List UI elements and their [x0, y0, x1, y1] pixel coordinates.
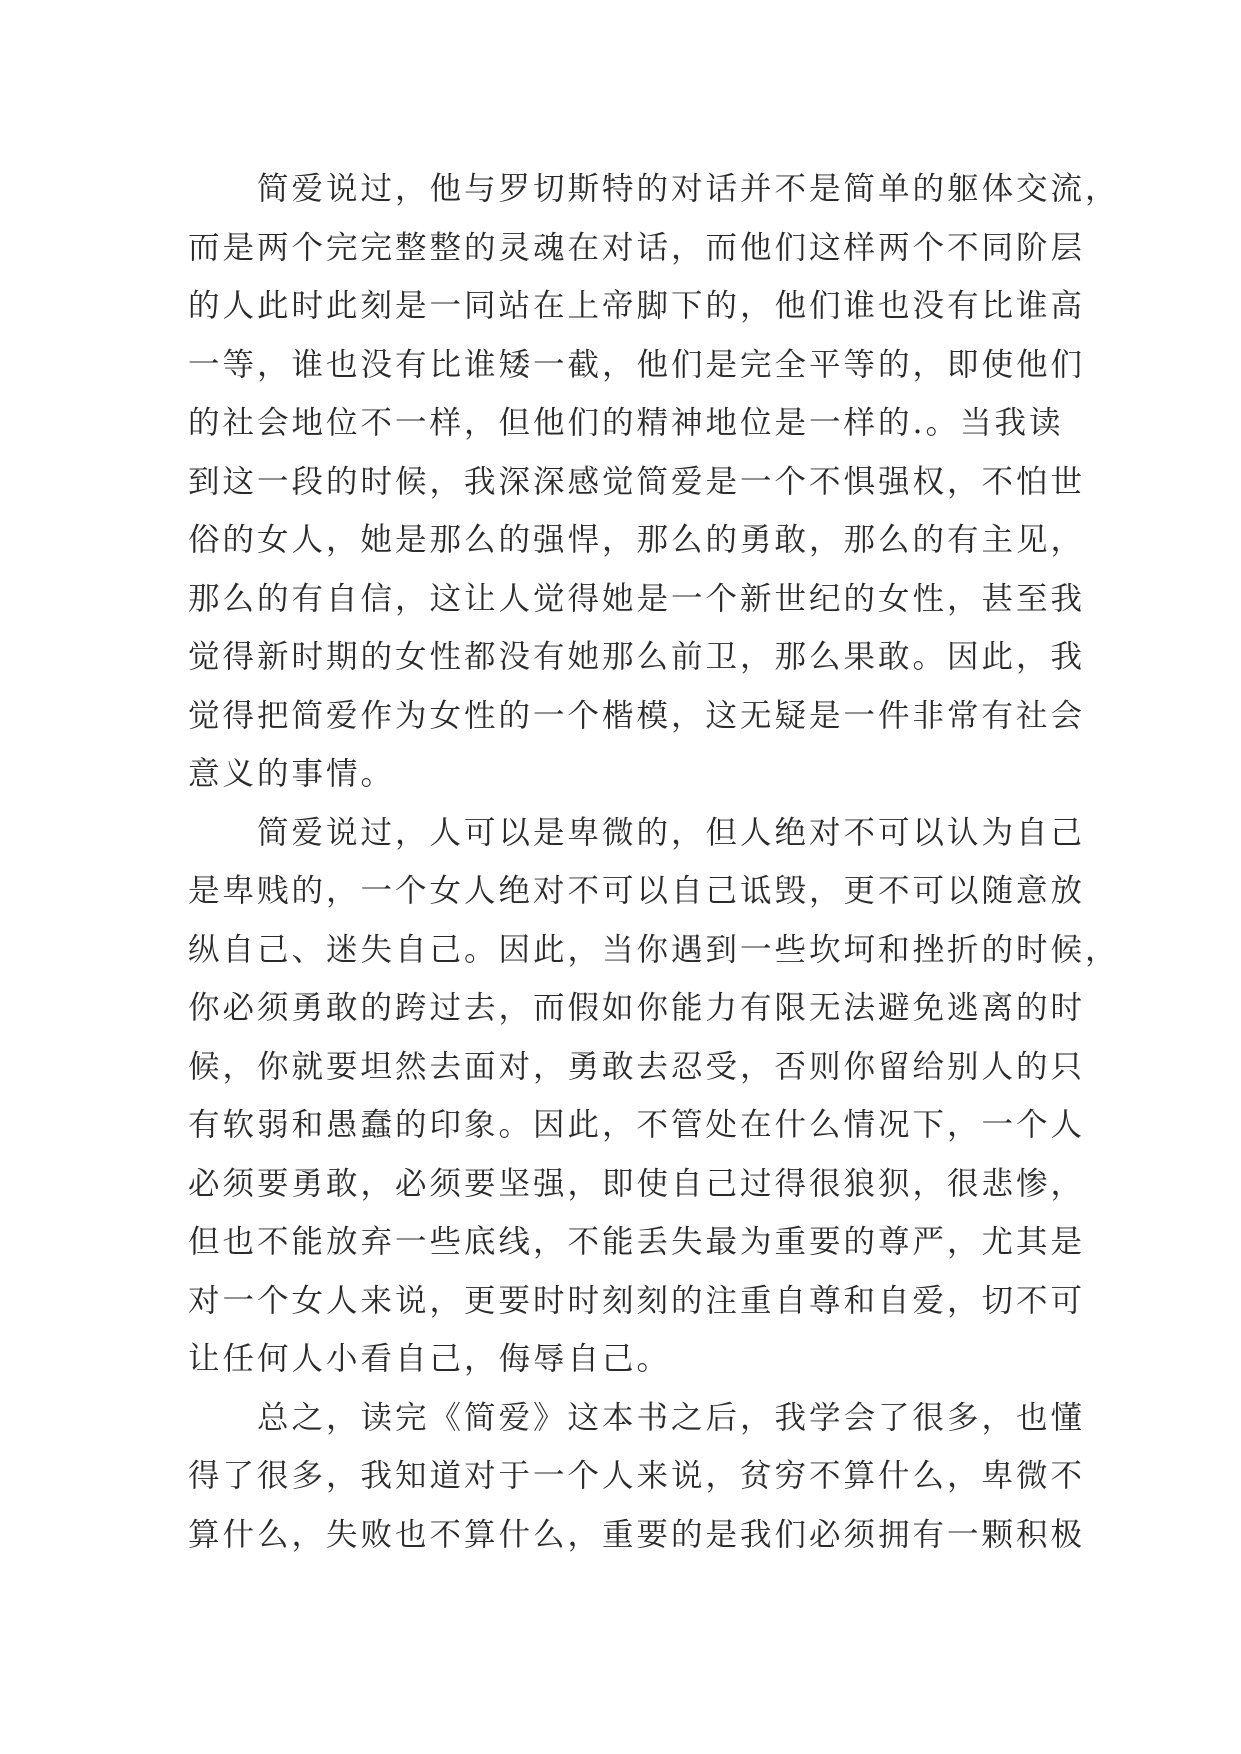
- text-line: 有软弱和愚蠢的印象。因此，不管处在什么情况下，一个人: [188, 1107, 1086, 1143]
- text-line: 但也不能放弃一些底线，不能丢失最为重要的尊严，尤其是: [188, 1224, 1086, 1260]
- paragraph-1: [188, 160, 1120, 804]
- paragraph-2: [188, 804, 1120, 1389]
- text-line: 必须要勇敢，必须要坚强，即使自己过得很狼狈，很悲惨，: [188, 1165, 1086, 1202]
- document-body: [188, 160, 1120, 1564]
- text-line: 对一个女人来说，更要时时刻刻的注重自尊和自爱，切不可: [188, 1282, 1086, 1319]
- text-line: 候，你就要坦然去面对，勇敢去忍受，否则你留给别人的只: [188, 1048, 1086, 1085]
- text-line: 一等，谁也没有比谁矮一截，他们是完全平等的，即使他们: [188, 346, 1086, 383]
- text-line: 得了很多，我知道对于一个人来说，贫穷不算什么，卑微不: [188, 1458, 1086, 1494]
- text-line: 俗的女人，她是那么的强悍，那么的勇敢，那么的有主见，: [188, 522, 1086, 558]
- text-line: 让任何人小看自己，侮辱自己。: [188, 1341, 672, 1377]
- text-line: 的社会地位不一样，但他们的精神地位是一样的.。当我读: [188, 405, 1064, 441]
- text-line: 觉得新时期的女性都没有她那么前卫，那么果敢。因此，我: [188, 639, 1086, 675]
- text-line: 算什么，失败也不算什么，重要的是我们必须拥有一颗积极: [188, 1516, 1086, 1553]
- text-line: 那么的有自信，这让人觉得她是一个新世纪的女性，甚至我: [188, 580, 1086, 617]
- text-line: 简爱说过，人可以是卑微的，但人绝对不可以认为自己: [188, 814, 1086, 851]
- text-line: 到这一段的时候，我深深感觉简爱是一个不惧强权，不怕世: [188, 463, 1086, 500]
- text-line: 简爱说过，他与罗切斯特的对话并不是简单的躯体交流，: [188, 171, 1120, 207]
- text-line: 是卑贱的，一个女人绝对不可以自己诋毁，更不可以随意放: [188, 873, 1086, 909]
- text-line: 觉得把简爱作为女性的一个楷模，这无疑是一件非常有社会: [188, 697, 1086, 734]
- text-line: 总之，读完《简爱》这本书之后，我学会了很多，也懂: [188, 1399, 1086, 1436]
- text-line: 纵自己、迷失自己。因此，当你遇到一些坎坷和挫折的时候，: [188, 931, 1120, 968]
- paragraph-3: [188, 1389, 1086, 1565]
- text-line: 你必须勇敢的跨过去，而假如你能力有限无法避免逃离的时: [188, 990, 1086, 1026]
- text-line: 而是两个完完整整的灵魂在对话，而他们这样两个不同阶层: [188, 229, 1086, 266]
- text-line: 的人此时此刻是一同站在上帝脚下的，他们谁也没有比谁高: [188, 288, 1086, 324]
- text-line: 意义的事情。: [188, 756, 396, 792]
